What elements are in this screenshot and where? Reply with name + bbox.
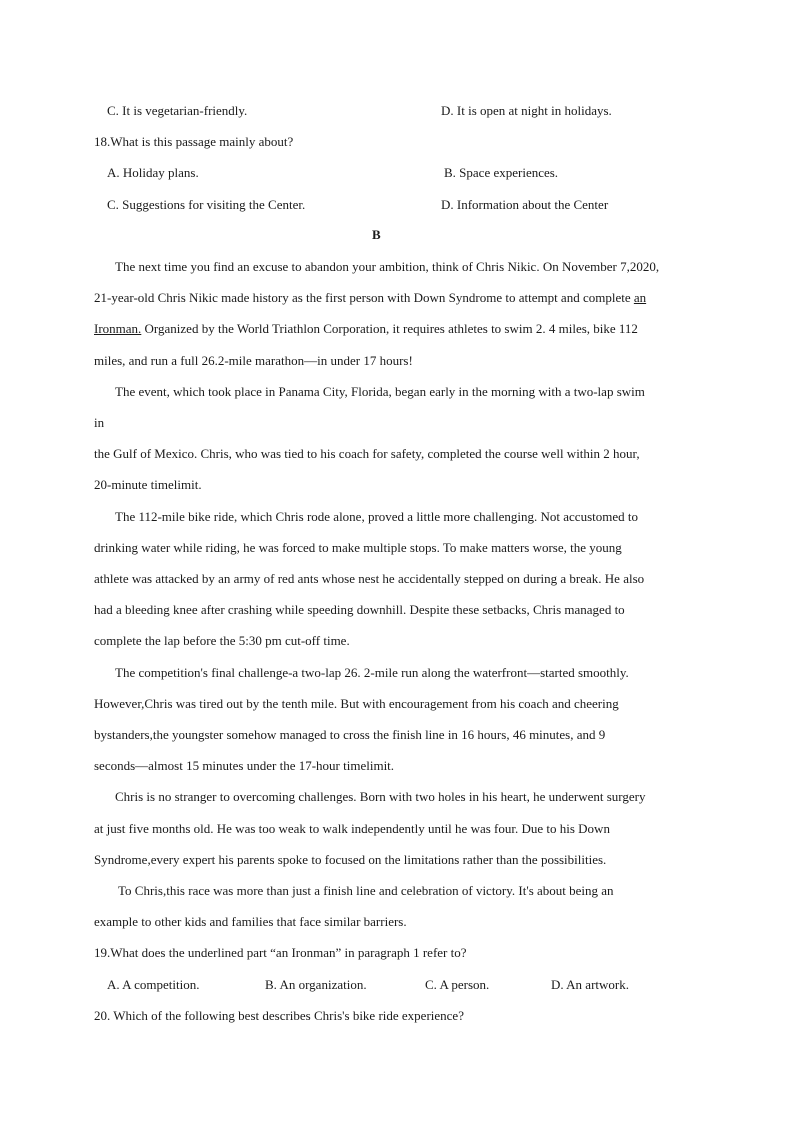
text-run: Organized by the World Triathlon Corporation, it requires athletes to swim 2. 4 miles, bike 112 [141,321,638,336]
paragraph-line [94,290,646,306]
q20-question: 20. Which of the following best describes Chris's bike ride experience? [94,1008,464,1023]
q19-option-c: C. A person. [425,977,490,992]
paragraph-line: bystanders,the youngster somehow managed to cross the finish line in 16 hours, 46 minutes, and 9 [94,727,606,742]
paragraph-line: The next time you find an excuse to abandon your ambition, think of Chris Nikic. On November 7,2020, [115,259,660,274]
q18-option-c: C. Suggestions for visiting the Center. [107,197,306,212]
q17-option-c: C. It is vegetarian-friendly. [107,103,248,118]
text-run: 21-year-old Chris Nikic made history as the first person with Down Syndrome to attempt and complete [94,290,634,305]
paragraph-line: example to other kids and families that face similar barriers. [94,914,407,929]
paragraph-line: the Gulf of Mexico. Chris, who was tied to his coach for safety, completed the course well within 2 hour, [94,446,640,461]
paragraph-line: athlete was attacked by an army of red ants whose nest he accidentally stepped on during a break. He also [94,571,645,586]
paragraph-line: in [94,415,105,430]
q18-option-a: A. Holiday plans. [107,165,199,180]
paragraph-line: To Chris,this race was more than just a finish line and celebration of victory. It's about being an [118,883,614,898]
paragraph-line: had a bleeding knee after crashing while speeding downhill. Despite these setbacks, Chris managed to [94,602,625,617]
q19-option-b: B. An organization. [265,977,367,992]
paragraph-line: drinking water while riding, he was forced to make multiple stops. To make matters worse, the young [94,540,622,555]
q18-option-b: B. Space experiences. [444,165,559,180]
paragraph-line: Syndrome,every expert his parents spoke to focused on the limitations rather than the possibilities. [94,852,607,867]
section-heading: B [372,227,381,242]
paragraph-line: The event, which took place in Panama City, Florida, began early in the morning with a two-lap swim [115,384,645,399]
q19-option-d: D. An artwork. [551,977,629,992]
paragraph-line: 20-minute timelimit. [94,477,202,492]
q19-option-a: A. A competition. [107,977,200,992]
underlined-term: an [633,290,647,305]
paragraph-line: seconds—almost 15 minutes under the 17-hour timelimit. [94,758,395,773]
paragraph-line: at just five months old. He was too weak to walk independently until he was four. Due to his Down [94,821,610,836]
q18-option-d: D. Information about the Center [441,197,609,212]
paragraph-line: miles, and run a full 26.2-mile marathon—in under 17 hours! [94,353,413,368]
q17-option-d: D. It is open at night in holidays. [441,103,612,118]
paragraph-line: complete the lap before the 5:30 pm cut-off time. [94,633,350,648]
q18-question: 18.What is this passage mainly about? [94,134,294,149]
paragraph-line: The 112-mile bike ride, which Chris rode alone, proved a little more challenging. Not accustomed to [115,509,638,524]
underlined-term: Ironman. [94,321,142,336]
paragraph-line [94,321,638,337]
paragraph-line: However,Chris was tired out by the tenth mile. But with encouragement from his coach and cheering [94,696,619,711]
paragraph-line: The competition's final challenge-a two-lap 26. 2-mile run along the waterfront—started smoothly. [115,665,629,680]
paragraph-line: Chris is no stranger to overcoming challenges. Born with two holes in his heart, he underwent surgery [115,789,646,804]
q19-question: 19.What does the underlined part “an Ironman” in paragraph 1 refer to? [94,945,467,960]
